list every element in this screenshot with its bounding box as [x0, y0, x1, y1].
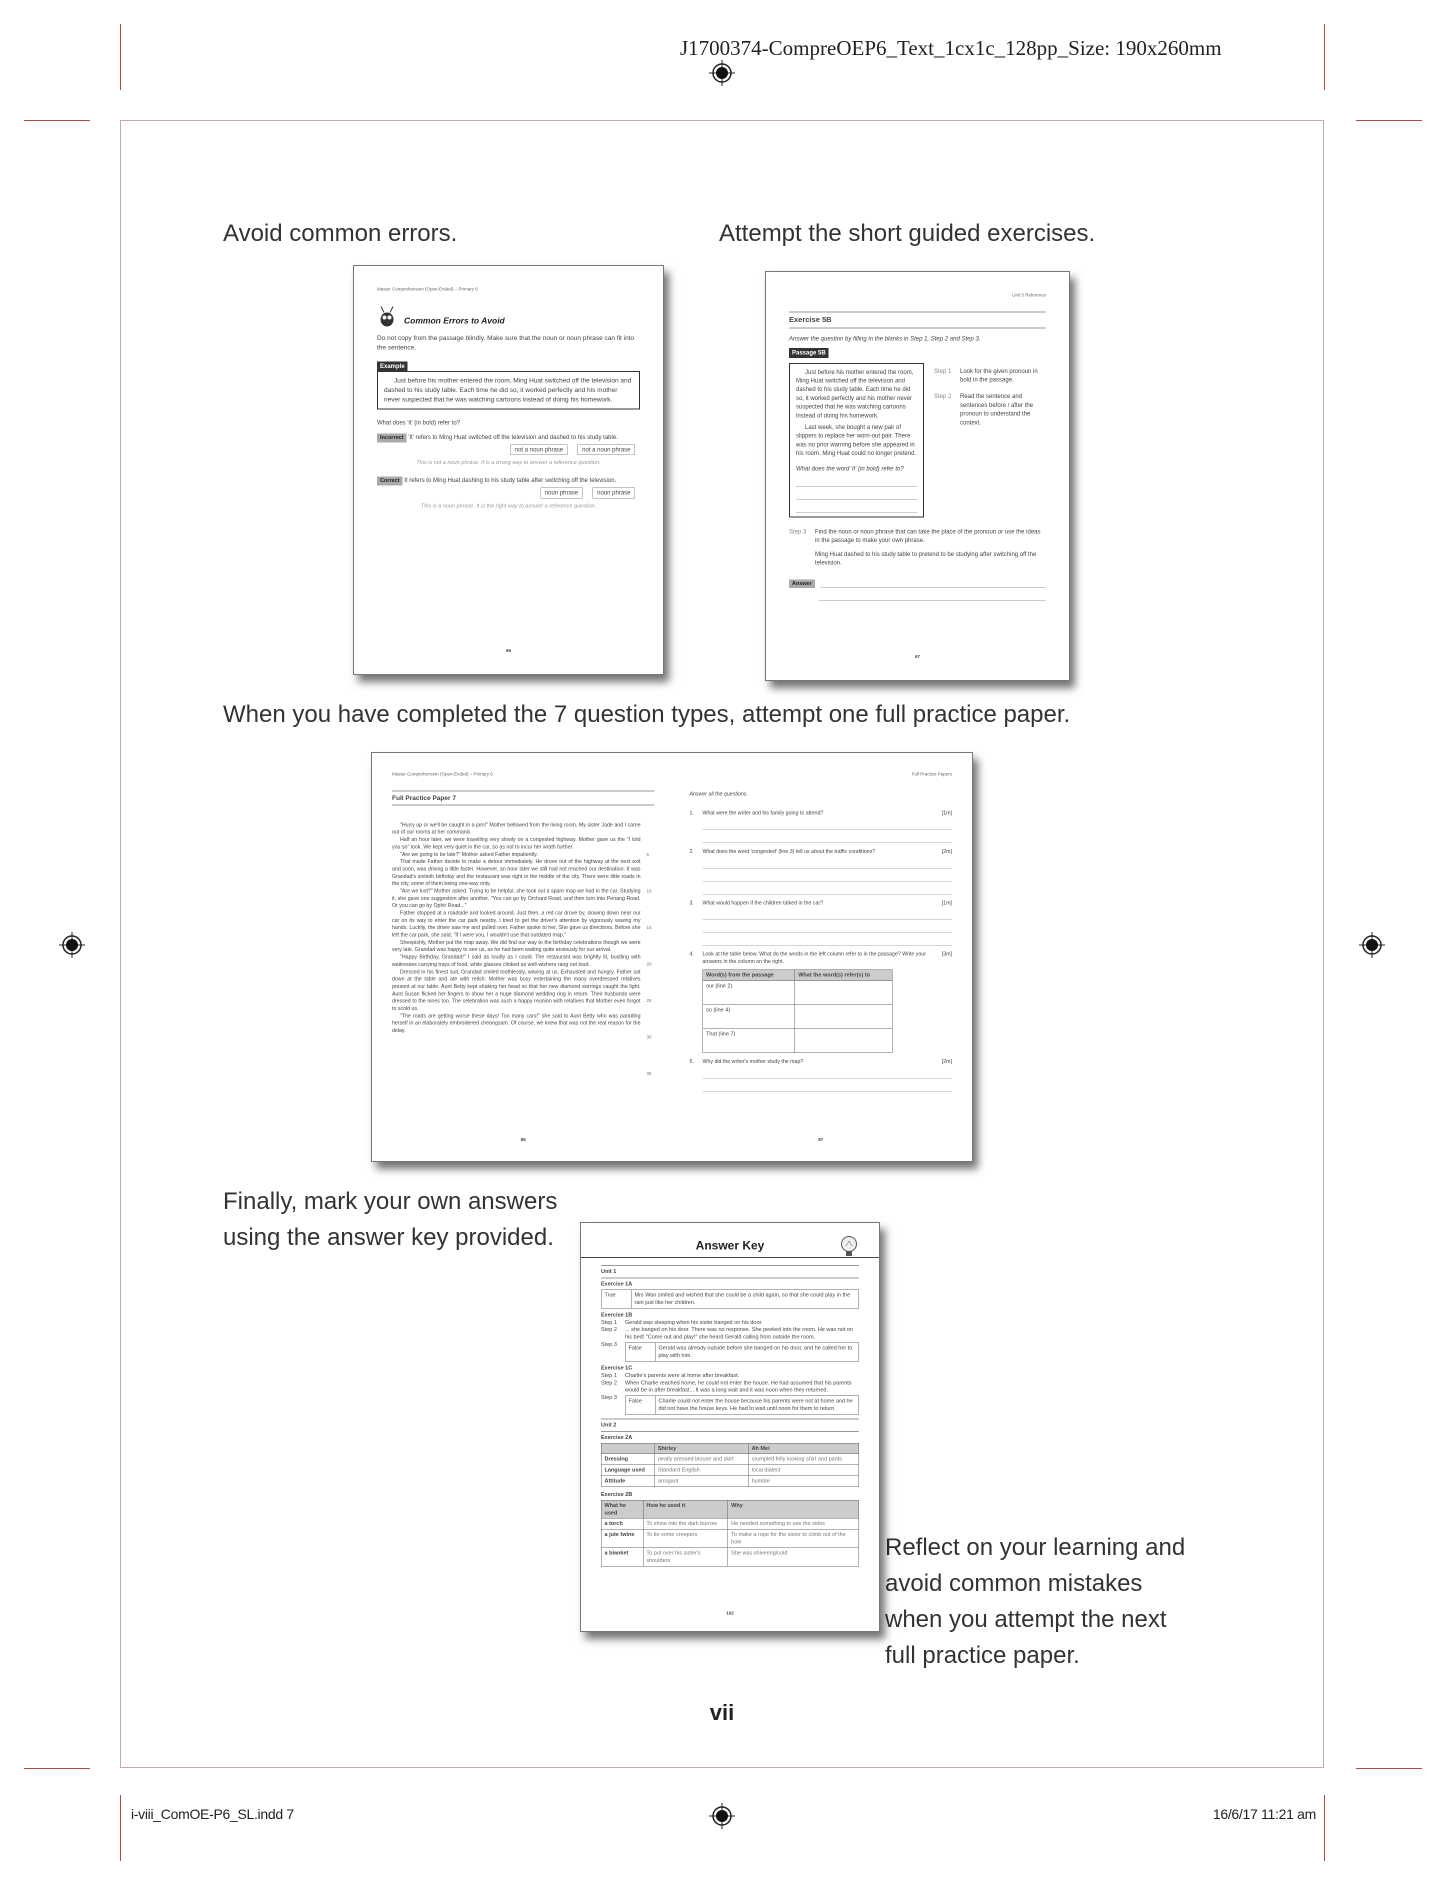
step-text: Gerald was sleeping when his sister banged on his door.: [625, 1319, 763, 1326]
correct-note: This is a noun phrase. It is the right way to answer a reference question.: [420, 502, 597, 509]
table-row: [601, 1454, 859, 1465]
exercise-heading: Exercise 1B: [601, 1311, 633, 1318]
question-item: [690, 899, 953, 906]
answer-line: [796, 499, 917, 512]
table-cell: [795, 1005, 892, 1029]
passage-paragraph: "Are we lost?" Mother asked. Trying to be helpful, she took out a spare map we had in the car. Studying it, she gave one suggestion after another. "You can go by Orchard Road, and then turn into Penang Road. Or you can go by Ophir Road...": [392, 887, 641, 909]
crop-mark: [24, 1768, 90, 1769]
caption-guided-exercises: Attempt the short guided exercises.: [719, 220, 1096, 247]
exercise-heading: Exercise 2B: [601, 1491, 633, 1498]
line-number: 15: [646, 924, 652, 930]
step-label: Step 1: [601, 1319, 617, 1326]
caption-line: using the answer key provided.: [223, 1224, 554, 1251]
step-label: Step 2: [934, 392, 952, 400]
step3-example: Ming Huat dashed to his study table to pretend to be studying after switching off the television.: [815, 550, 1037, 567]
answer-line: [703, 830, 953, 843]
step-text: Look for the given pronoun in bold in the passage.: [960, 367, 1038, 383]
footer-file-name: i-viii_ComOE-P6_SL.indd 7: [131, 1806, 294, 1822]
table-header: What he used: [601, 1500, 643, 1518]
table-header: [601, 1443, 654, 1454]
table-header: Ah Mei: [748, 1443, 858, 1454]
answer-cell: Charlie could not enter the house because his parents were not at home and he did not have the house keys. He had to wait until noon for them to return.: [655, 1396, 859, 1414]
answer-line: [703, 855, 953, 868]
question-marks: [2m]: [941, 1058, 952, 1065]
question-text: What were the writer and his family going to attend?: [702, 810, 824, 817]
caption-line: Reflect on your learning and: [885, 1534, 1186, 1561]
step-label: Step 1: [934, 367, 952, 375]
table-cell: [795, 1029, 892, 1053]
left-page: [392, 771, 655, 1143]
mascot-bug-icon: [377, 306, 397, 328]
thumbnail-page-number: 102: [726, 1610, 734, 1616]
answer-line: [703, 817, 953, 830]
caption-full-paper: When you have completed the 7 question types, attempt one full practice paper.: [223, 701, 1071, 728]
correct-answer: It refers to Ming Huat dashing to his study table after switching off the television.: [404, 476, 617, 484]
answer-line: [703, 920, 953, 933]
table-header: How he used it: [643, 1500, 728, 1518]
question-text: Look at the table below. What do the words in the left column refer to in the passage? Write your answers in the column on the right.: [702, 951, 926, 965]
answer-label: Answer: [789, 579, 815, 588]
caption-line: full practice paper.: [885, 1642, 1080, 1669]
question-number: 1.: [689, 810, 694, 817]
table-cell: To make a rope for the sister to climb out of the hole: [728, 1529, 859, 1547]
passage-paragraph: Father stopped at a roadside and looked around. Just then, a red car drove by, slowing down near our car on its way to enter the car park nearby. I tried to get the driver's attention by vigorously waving my hands. Luckily, the driver saw me and pulled over. Father spoke to her. She gave us directions. Before she left the car park, she said, "If I were you, I wouldn't use that outdated map.": [392, 910, 641, 939]
table-cell: local dialect: [748, 1465, 858, 1476]
passage-paragraph: "Hurry up or we'll be caught in a jam!" Mother bellowed from the living room. My sister Jade and I came out of our rooms at her command.: [392, 821, 641, 836]
incorrect-note: This is not a noun phrase. It is a wrong way to answer a reference question.: [416, 459, 601, 466]
running-head: Unit 5 Reference: [1012, 292, 1046, 298]
crop-mark: [1356, 1768, 1422, 1769]
passage-paragraph: Sheepishly, Mother put the map away. We did find our way to the birthday celebrations though we were very late. Grandad was happy to see us, as he had been waiting quite anxiously for our arrival.: [392, 939, 641, 953]
crop-mark: [1324, 1795, 1325, 1861]
question-number: 3.: [689, 899, 694, 906]
annotation-tag: not a noun phrase: [510, 444, 567, 455]
question-marks: [2m]: [941, 848, 952, 855]
exercise-2a-table: [601, 1443, 859, 1487]
table-cell: That (line 7): [703, 1029, 795, 1053]
passage-paragraph: Dressed in his finest suit, Grandad smiled toothlessly, waving at us. Exhausted and hungry, Father sat down at the table and ate with relish. Mother was busy entertaining the many overdressed relatives present at our table. Aunt Betty kept shaking her head so that her new diamond earrings caught the light. Aunt Susan flicked her fingers to show her a huge diamond wedding ring in return. Their husbands were dressed to the nines too. The celebration was such a happy reunion with relatives that Mother even forgot to scold us.: [392, 968, 641, 1012]
table-row: [601, 1548, 859, 1566]
crop-mark: [120, 24, 121, 90]
common-errors-page-thumbnail: [353, 265, 664, 675]
crop-mark: [120, 1795, 121, 1861]
passage-paragraph: Last week, she bought a new pair of slippers to replace her worn-out pair. There was no prior warning before she appeared in his room. Ming Huat could no longer pretend.: [796, 423, 917, 457]
question-marks: [1m]: [941, 899, 952, 906]
registration-mark-icon: [709, 60, 735, 86]
exercise-heading: Exercise 2A: [601, 1434, 633, 1441]
footer-date: 16/6/17 11:21 am: [1212, 1806, 1316, 1822]
tf-cell: True: [601, 1290, 631, 1308]
step-text: Charlie's parents were at home after breakfast.: [625, 1372, 740, 1379]
exercise-heading: Exercise 1C: [601, 1364, 633, 1371]
passage-label: Passage 5B: [789, 348, 829, 358]
answer-line: [703, 1065, 953, 1078]
question-text: What would happen if the children talked in the car?: [702, 899, 824, 906]
exercise-2b-table: [601, 1500, 859, 1566]
answer-key-title: Answer Key: [695, 1239, 765, 1253]
caption-line: when you attempt the next: [885, 1606, 1167, 1633]
answer-line: [703, 907, 953, 920]
table-cell: [795, 981, 892, 1005]
example-label: Example: [377, 361, 408, 371]
crop-mark: [24, 120, 90, 121]
passage-paragraph: "Happy Birthday, Grandad!" I said as loudly as I could. The restaurant was brightly lit, bustling with waitresses carrying trays of food, while glasses clinked as well-wishers rang out loud.: [392, 954, 641, 968]
table-cell: a jute twine: [601, 1529, 643, 1547]
question-text: What does the word 'it' (in bold) refer to?: [796, 465, 904, 473]
answer-line: [819, 588, 1046, 601]
passage-paragraph: That made Father decide to make a detour immediately. He drove out of the highway at the next exit and soon, was driving a little faster. However, an hour later we still had not reached our destination. It was Grandad's sixtieth birthday and the restaurant was right in the middle of the city. There were little roads in the city, some of them being one-way only.: [392, 858, 641, 887]
line-number: 5: [646, 851, 650, 857]
answer-line: [796, 473, 917, 486]
annotation-tag: noun phrase: [593, 488, 635, 499]
step-text: Find the noun or noun phrase that can take the place of the pronoun or use the ideas in the passage to make your own phrase.: [815, 527, 1041, 544]
table-cell: To tie some creepers: [643, 1529, 728, 1547]
unit-heading: Unit 1: [601, 1265, 859, 1278]
registration-mark-icon: [59, 932, 85, 958]
passage-paragraph: Half an hour later, we were travelling very slowly on a congested highway. Mother gave us the "I told you so" look. We kept very quiet in the car, so as not to incur her wrath further.: [392, 836, 641, 850]
instruction: Answer the question by filling in the blanks in Step 1, Step 2 and Step 3.: [789, 334, 981, 342]
table-row: [703, 1029, 893, 1053]
thumbnail-page-number: 66: [505, 647, 511, 653]
table-row: [601, 1465, 859, 1476]
answer-cell: Mrs Wan smiled and wished that she could be a child again, so that she could play in the rain just like her children.: [631, 1290, 859, 1308]
passage-paragraph: "The roads are getting worse these days! Too many cars!" she said to Aunt Betty who was parading herself in an elaborately embroidered cheongsam. Of course, we knew that was not the real reason for the delay.: [392, 1012, 641, 1034]
line-number: 20: [646, 961, 652, 967]
caption-line: avoid common mistakes: [885, 1570, 1143, 1597]
passage-box: [789, 363, 924, 518]
table-row: [601, 1518, 859, 1529]
passage-paragraph: Just before his mother entered the room, Ming Huat switched off the television and dashed to his study table. Each time he did so, it worked perfectly and his mother never suspected that he was watching cartoons instead of doing his homework.: [796, 368, 914, 419]
step-text: When Charlie reached home, he could not enter the house. He had assumed that his parents would be in after breakfast... It was a long wait and it was noon when they returned.: [625, 1379, 852, 1394]
table-cell: so (line 4): [703, 1005, 795, 1029]
table-row: [703, 981, 893, 1005]
line-number: 30: [646, 1034, 652, 1040]
table-cell: a torch: [601, 1518, 643, 1529]
table-row: [601, 1529, 859, 1547]
right-page: [690, 771, 953, 1143]
thumbnail-page-number: 67: [914, 653, 920, 659]
paper-title: Full Practice Paper 7: [392, 790, 655, 805]
exercise-heading: Exercise 1A: [601, 1281, 633, 1288]
question-item: [690, 848, 953, 855]
incorrect-label: Incorrect: [377, 434, 407, 443]
intro-text: Do not copy from the passage blindly. Make sure that the noun or noun phrase can fit into the sentence.: [377, 334, 635, 351]
printer-job-title: J1700374-CompreOEP6_Text_1cx1c_128pp_Size: 190x260mm: [680, 36, 1222, 60]
question-item: [690, 810, 953, 817]
table-cell: humble: [748, 1476, 858, 1487]
question-number: 5.: [689, 1058, 694, 1065]
step-label: Step 3: [601, 1341, 617, 1348]
full-practice-paper-thumbnail: [371, 752, 973, 1162]
step-label: Step 2: [601, 1326, 617, 1333]
table-cell: arrogant: [655, 1476, 749, 1487]
question-number: 2.: [689, 848, 694, 855]
question-item: [690, 1058, 953, 1065]
answer-cell: Gerald was already outside before she banged on his door, and he called her to play with him.: [655, 1343, 859, 1361]
question-marks: [1m]: [941, 810, 952, 817]
caption-reflect: [885, 1530, 1185, 1674]
table-cell: Dressing: [601, 1454, 654, 1465]
table-cell: a blanket: [601, 1548, 643, 1566]
table-row: [601, 1476, 859, 1487]
crop-mark: [1356, 120, 1422, 121]
running-head: Full Practice Papers: [911, 771, 952, 777]
caption-avoid-errors: Avoid common errors.: [223, 220, 458, 247]
answer-key-page-thumbnail: [580, 1222, 880, 1632]
caption-answer-key: [223, 1184, 557, 1256]
table-cell: He needed something to see the sides: [728, 1518, 859, 1529]
annotation-tag: not a noun phrase: [578, 444, 635, 455]
answer-line: [820, 575, 1046, 588]
table-header: Shirley: [655, 1443, 749, 1454]
caption-line: Finally, mark your own answers: [223, 1188, 558, 1215]
step-label: Step 2: [601, 1379, 617, 1386]
question-text: What does 'it' (in bold) refer to?: [377, 418, 460, 426]
table-row: [703, 1005, 893, 1029]
step-text: Read the sentence and sentences before / after the pronoun to understand the context.: [960, 392, 1034, 426]
correct-label: Correct: [377, 477, 403, 486]
exercise-title: Exercise 5B: [789, 312, 1046, 329]
registration-mark-icon: [709, 1803, 735, 1829]
table-cell: To shine into the dark burrow: [643, 1518, 728, 1529]
thumbnail-page-number: 86: [520, 1137, 526, 1143]
passage-paragraph: "Are we going to be late?" Mother asked Father impatiently.: [400, 851, 538, 858]
answer-line: [703, 881, 953, 894]
table-cell: Attitude: [601, 1476, 654, 1487]
passage: [392, 821, 641, 1107]
table-cell: Standard English: [655, 1465, 749, 1476]
step-label: Step 3: [789, 527, 807, 535]
answer-line: [703, 933, 953, 946]
table-cell: Language used: [601, 1465, 654, 1476]
incorrect-answer: 'It' refers to Ming Huat switched off the television and dashed to his study table.: [408, 433, 618, 441]
line-number: 25: [646, 997, 652, 1003]
step-label: Step 1: [601, 1372, 617, 1379]
answer-line: [703, 868, 953, 881]
line-numbers: [647, 821, 655, 1107]
line-number: 35: [646, 1070, 652, 1076]
step-label: Step 3: [601, 1394, 617, 1401]
reference-table: [703, 969, 893, 1053]
table-cell: crumpled frilly looking shirt and pants: [748, 1454, 858, 1465]
table-cell: neatly pressed blouse and skirt: [655, 1454, 749, 1465]
answer-line: [796, 486, 917, 499]
table-cell: our (line 2): [703, 981, 795, 1005]
question-text: Why did the writer's mother study the map?: [702, 1058, 804, 1065]
running-head: Master Comprehension (Open-Ended) – Primary 6: [377, 286, 478, 292]
line-number: 10: [646, 888, 652, 894]
question-number: 4.: [689, 951, 694, 958]
thumbnail-page-number: 87: [818, 1137, 824, 1143]
running-head: Master Comprehension (Open-Ended) – Primary 6: [392, 771, 493, 777]
section-title: Common Errors to Avoid: [404, 316, 505, 326]
answer-line: [703, 1078, 953, 1091]
table-header: Word(s) from the passage: [703, 970, 795, 981]
example-box: Just before his mother entered the room, Ming Huat switched off the television and dashed to his study table. Each time he did so, it worked perfectly and his mother never suspected that he was watching cartoons instead of doing his homework.: [377, 371, 640, 409]
tf-cell: False: [625, 1396, 655, 1414]
question-item: [690, 951, 953, 966]
question-text: What does the word 'congested' (line 3) tell us about the traffic conditions?: [702, 848, 876, 855]
annotation-tag: noun phrase: [540, 488, 582, 499]
crop-mark: [1324, 24, 1325, 90]
question-marks: [3m]: [941, 951, 952, 958]
registration-mark-icon: [1359, 932, 1385, 958]
guided-exercise-page-thumbnail: [765, 271, 1070, 681]
table-cell: To put over his sister's shoulders: [643, 1548, 728, 1566]
table-header: Why: [728, 1500, 859, 1518]
table-header: What the word(s) refer(s) to: [795, 970, 892, 981]
question-list: [690, 805, 953, 1092]
unit-heading: Unit 2: [601, 1418, 859, 1431]
instruction: Answer all the questions.: [689, 790, 748, 797]
lightbulb-icon: [839, 1234, 859, 1262]
page-number: vii: [709, 1700, 735, 1725]
step-text: ... she banged on his door. There was no response. She peeked into the room. He was not on his bed! "Come out and play!" she heard Gerald calling from outside the room.: [625, 1326, 853, 1341]
tf-cell: False: [625, 1343, 655, 1361]
table-cell: She was shivering/cold: [728, 1548, 859, 1566]
